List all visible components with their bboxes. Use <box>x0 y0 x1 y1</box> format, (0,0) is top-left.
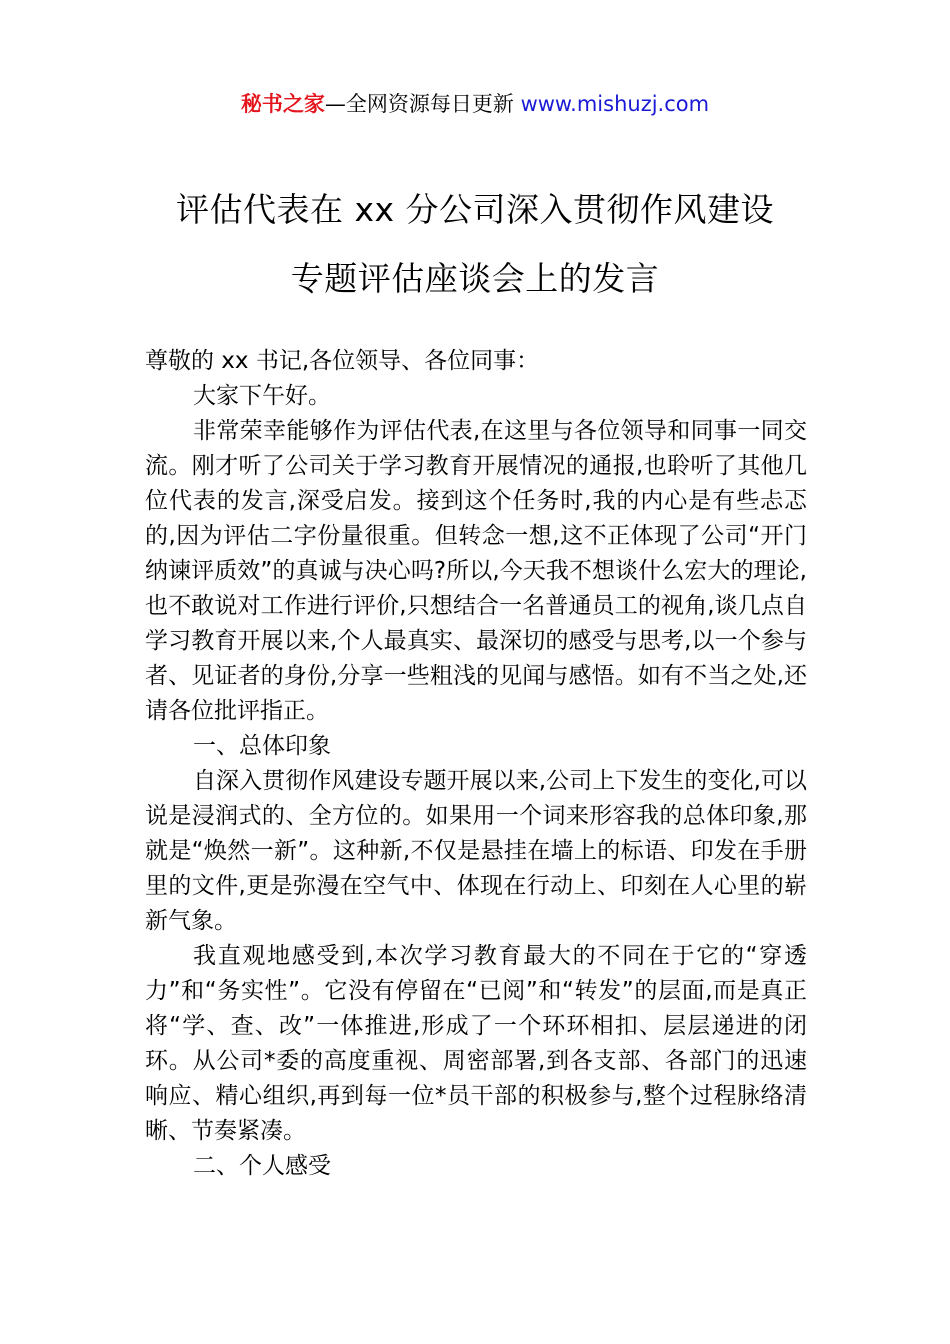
body-paragraph: 自深入贯彻作风建设专题开展以来,公司上下发生的变化,可以说是浸润式的、全方位的。如果用一个词来形容我的总体印象,那就是“焕然一新”。这种新,不仅是悬挂在墙上的标语、印发在手册里的文件,更是弥漫在空气中、体现在行动上、印刻在人心里的崭新气象。 <box>145 768 807 934</box>
document-body <box>145 344 807 1184</box>
body-paragraph: 我直观地感受到,本次学习教育最大的不同在于它的“穿透力”和“务实性”。它没有停留在“已阅”和“转发”的层面,而是真正将“学、查、改”一体推进,形成了一个环环相扣、层层递进的闭环。从公司*委的高度重视、周密部署,到各支部、各部门的迅速响应、精心组织,再到每一位*员干部的积极参与,整个过程脉络清晰、节奏紧凑。 <box>145 943 807 1144</box>
site-header <box>0 88 950 120</box>
salutation: 尊敬的 xx 书记,各位领导、各位同事： <box>145 348 540 374</box>
document-title-line-2: 专题评估座谈会上的发言 <box>290 259 660 298</box>
body-paragraph: 非常荣幸能够作为评估代表,在这里与各位领导和同事一同交流。刚才听了公司关于学习教育开展情况的通报,也聆听了其他几位代表的发言,深受启发。接到这个任务时,我的内心是有些忐忑的,因为评估二字份量很重。但转念一想,这不正体现了公司“开门纳谏评质效”的真诚与决心吗?所以,今天我不想谈什么宏大的理论,也不敢说对工作进行评价,只想结合一名普通员工的视角,谈几点自学习教育开展以来,个人最真实、最深切的感受与思考,以一个参与者、见证者的身份,分享一些粗浅的见闻与感悟。如有不当之处,还请各位批评指正。 <box>145 418 807 724</box>
site-tagline: —全网资源每日更新 <box>324 92 521 116</box>
site-url-link[interactable]: www.mishuzj.com <box>520 92 710 116</box>
document-title-line-1: 评估代表在 xx 分公司深入贯彻作风建设 <box>175 190 775 229</box>
greeting: 大家下午好。 <box>193 383 331 409</box>
section-heading: 一、总体印象 <box>193 733 331 759</box>
site-brand: 秘书之家 <box>240 92 325 116</box>
section-heading: 二、个人感受 <box>193 1153 331 1179</box>
